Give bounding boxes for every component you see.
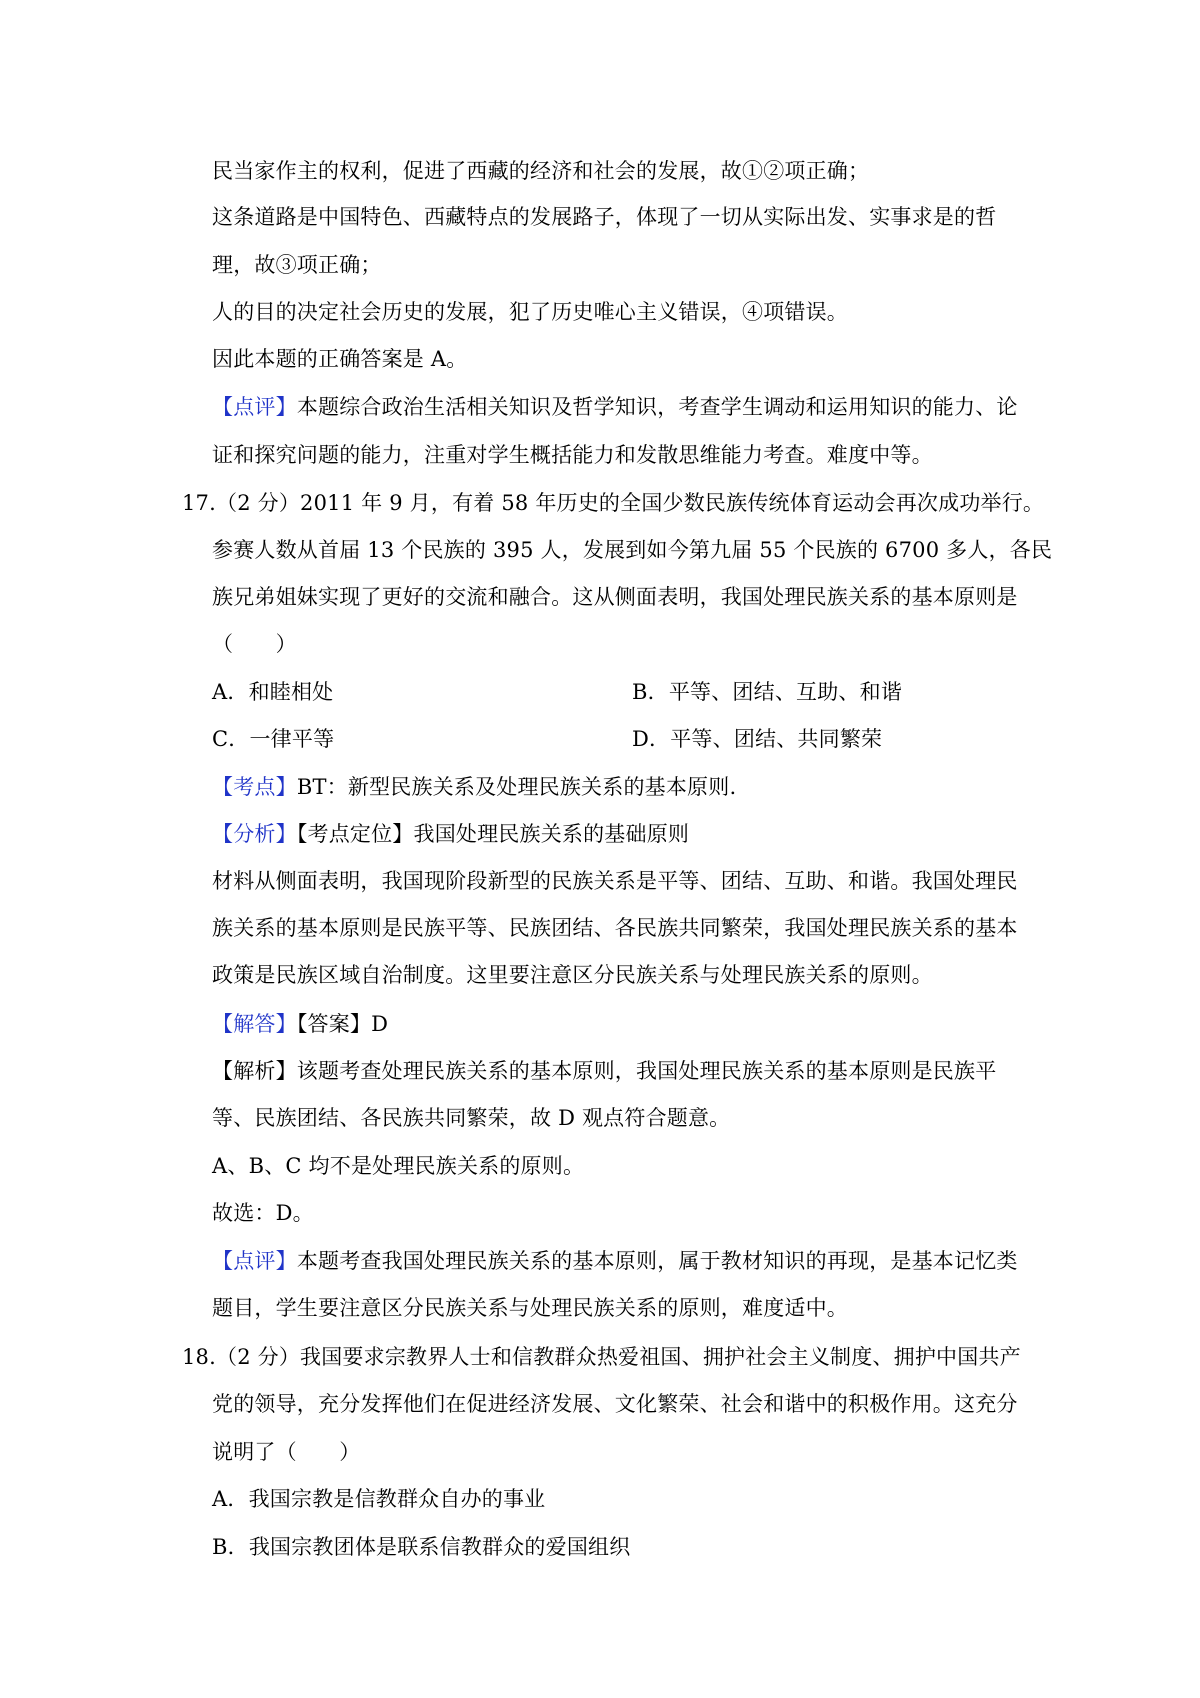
q17-fenxi-line-3: 政策是民族区域自治制度。这里要注意区分民族关系与处理民族关系的原则。 [212,963,933,987]
q17-fenxi [212,819,689,849]
q17-fenxi-line-2: 族关系的基本原则是民族平等、民族团结、各民族共同繁荣，我国处理民族关系的基本 [212,916,1018,940]
q17-jiexi-line-4: 故选：D。 [212,1201,314,1225]
kaodian-text: BT：新型民族关系及处理民族关系的基本原则. [296,775,737,799]
q16-analysis-line-3: 理，故③项正确； [212,253,382,277]
q18-option-b: B．我国宗教团体是联系信教群众的爱国组织 [212,1535,631,1559]
q17-jiexi-line-1: 【解析】该题考查处理民族关系的基本原则，我国处理民族关系的基本原则是民族平 [212,1059,997,1083]
q17-option-b: B．平等、团结、互助、和谐 [632,680,903,704]
q17-stem-line-2: 参赛人数从首届 13 个民族的 395 人，发展到如今第九届 55 个民族的 6700 多人，各民 [212,538,1053,562]
q17-jieda [212,1009,388,1039]
q17-kaodian [212,772,736,802]
q17-option-a: A．和睦相处 [212,680,334,704]
q18-stem-line-3: 说明了（ ） [212,1440,361,1464]
comment-tag: 【点评】 [212,1249,297,1273]
fenxi-tag: 【分析】 [212,822,297,846]
q18-stem-line-2: 党的领导，充分发挥他们在促进经济发展、文化繁荣、社会和谐中的积极作用。这充分 [212,1392,1018,1416]
q17-stem-line-3: 族兄弟姐妹实现了更好的交流和融合。这从侧面表明，我国处理民族关系的基本原则是 [212,585,1018,609]
q16-comment-line-2: 证和探究问题的能力，注重对学生概括能力和发散思维能力考查。难度中等。 [212,443,933,467]
q16-analysis-line-5: 因此本题的正确答案是 A。 [212,347,468,371]
q17-stem-line-1: 17.（2 分）2011 年 9 月，有着 58 年历史的全国少数民族传统体育运动会再次成功举行。 [182,491,1045,515]
q18-stem-line-1: 18.（2 分）我国要求宗教界人士和信教群众热爱祖国、拥护社会主义制度、拥护中国共产 [182,1345,1021,1369]
fenxi-text: 【考点定位】我国处理民族关系的基础原则 [296,822,690,846]
q17-comment-text: 本题考查我国处理民族关系的基本原则，属于教材知识的再现，是基本记忆类 [296,1249,1018,1273]
q17-jiexi-line-3: A、B、C 均不是处理民族关系的原则。 [212,1154,585,1178]
q16-comment-text: 本题综合政治生活相关知识及哲学知识，考查学生调动和运用知识的能力、论 [296,395,1018,419]
q16-analysis-line-1: 民当家作主的权利，促进了西藏的经济和社会的发展，故①②项正确； [212,159,870,183]
kaodian-tag: 【考点】 [212,775,297,799]
q18-option-a: A．我国宗教是信教群众自办的事业 [212,1487,546,1511]
q17-option-c: C．一律平等 [212,727,335,751]
q17-jiexi-line-2: 等、民族团结、各民族共同繁荣，故 D 观点符合题意。 [212,1106,731,1130]
q16-comment [212,392,1018,422]
q16-analysis-line-2: 这条道路是中国特色、西藏特点的发展路子，体现了一切从实际出发、实事求是的哲 [212,205,997,229]
q17-answer-blank: （ ） [212,632,297,656]
q17-fenxi-line-1: 材料从侧面表明，我国现阶段新型的民族关系是平等、团结、互助、和谐。我国处理民 [212,869,1018,893]
comment-tag: 【点评】 [212,395,297,419]
jieda-tag: 【解答】 [212,1012,297,1036]
jieda-text: 【答案】D [296,1012,389,1036]
q17-comment [212,1246,1018,1276]
q17-comment-line-2: 题目，学生要注意区分民族关系与处理民族关系的原则，难度适中。 [212,1296,848,1320]
q17-option-d: D．平等、团结、共同繁荣 [632,727,883,751]
q16-analysis-line-4: 人的目的决定社会历史的发展，犯了历史唯心主义错误，④项错误。 [212,300,848,324]
